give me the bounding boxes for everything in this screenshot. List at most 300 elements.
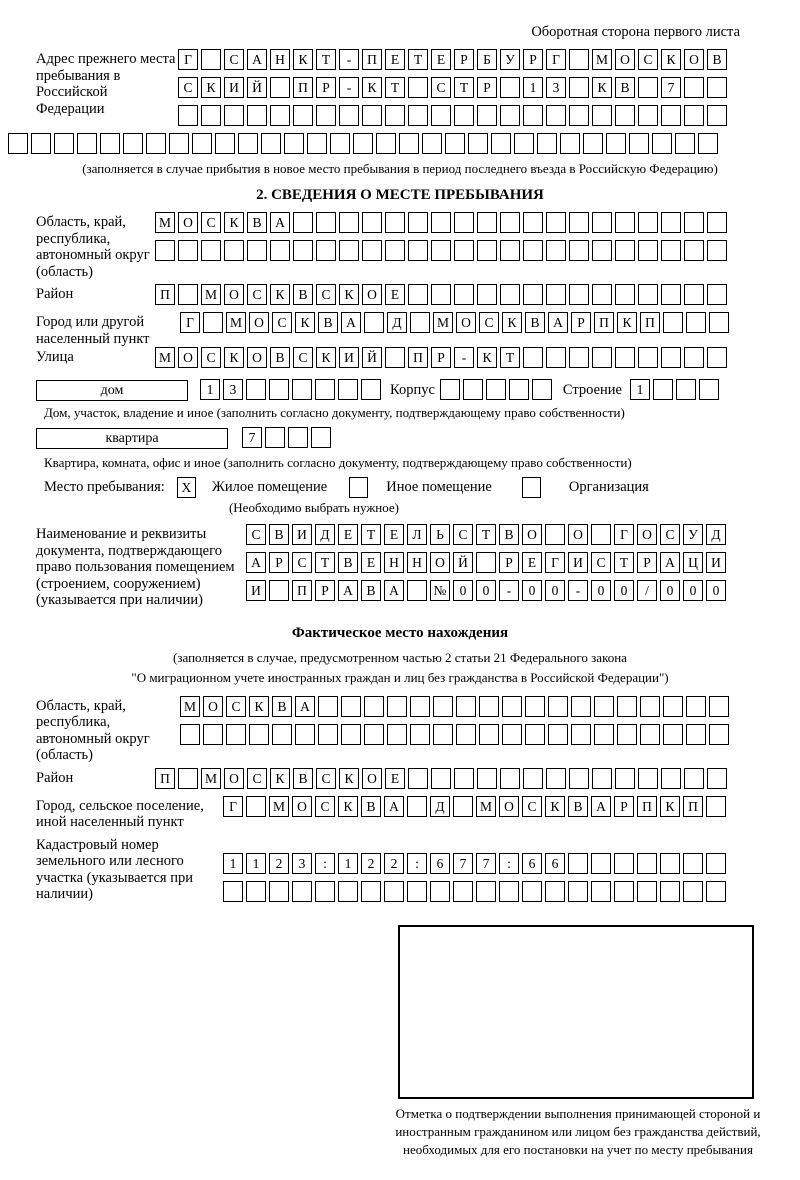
char-cell[interactable]: С [660, 524, 680, 545]
char-cell[interactable] [201, 105, 221, 126]
char-cell[interactable]: А [660, 552, 680, 573]
char-cell[interactable] [315, 379, 335, 400]
char-cell[interactable]: С [316, 284, 336, 305]
char-cell[interactable] [546, 347, 566, 368]
char-cell[interactable]: С [638, 49, 658, 70]
char-cell[interactable] [270, 105, 290, 126]
char-cell[interactable]: Р [523, 49, 543, 70]
char-cell[interactable] [223, 881, 243, 902]
char-cell[interactable] [684, 347, 704, 368]
char-cell[interactable]: Д [315, 524, 335, 545]
char-cell[interactable]: Й [247, 77, 267, 98]
char-cell[interactable] [683, 853, 703, 874]
char-cell[interactable]: Г [545, 552, 565, 573]
char-cell[interactable] [203, 312, 223, 333]
char-cell[interactable]: С [226, 696, 246, 717]
char-cell[interactable] [295, 724, 315, 745]
char-cell[interactable]: О [178, 212, 198, 233]
residential-checkbox[interactable]: X [177, 477, 196, 498]
char-cell[interactable] [699, 379, 719, 400]
char-cell[interactable] [684, 212, 704, 233]
char-cell[interactable] [316, 105, 336, 126]
char-cell[interactable] [77, 133, 97, 154]
char-cell[interactable] [592, 212, 612, 233]
char-cell[interactable]: И [224, 77, 244, 98]
char-cell[interactable]: Н [270, 49, 290, 70]
char-cell[interactable]: О [249, 312, 269, 333]
char-cell[interactable] [683, 881, 703, 902]
char-cell[interactable] [408, 212, 428, 233]
char-cell[interactable]: А [270, 212, 290, 233]
char-cell[interactable]: Е [431, 49, 451, 70]
char-cell[interactable] [523, 212, 543, 233]
char-cell[interactable]: М [201, 768, 221, 789]
char-cell[interactable] [661, 768, 681, 789]
char-cell[interactable] [433, 724, 453, 745]
char-cell[interactable]: К [270, 768, 290, 789]
char-cell[interactable]: Р [477, 77, 497, 98]
char-cell[interactable]: О [224, 284, 244, 305]
char-cell[interactable]: А [246, 552, 266, 573]
char-cell[interactable] [537, 133, 557, 154]
char-cell[interactable] [479, 724, 499, 745]
char-cell[interactable] [709, 724, 729, 745]
char-cell[interactable]: С [522, 796, 542, 817]
char-cell[interactable] [341, 696, 361, 717]
char-cell[interactable]: К [224, 212, 244, 233]
char-cell[interactable] [269, 881, 289, 902]
char-cell[interactable] [707, 768, 727, 789]
char-cell[interactable]: В [361, 580, 381, 601]
char-cell[interactable] [663, 724, 683, 745]
char-cell[interactable] [661, 240, 681, 261]
char-cell[interactable]: П [408, 347, 428, 368]
char-cell[interactable] [637, 881, 657, 902]
char-cell[interactable] [591, 881, 611, 902]
char-cell[interactable]: И [292, 524, 312, 545]
char-cell[interactable]: Н [407, 552, 427, 573]
char-cell[interactable]: 6 [430, 853, 450, 874]
char-cell[interactable] [500, 212, 520, 233]
char-cell[interactable] [707, 77, 727, 98]
char-cell[interactable]: А [295, 696, 315, 717]
char-cell[interactable]: В [525, 312, 545, 333]
char-cell[interactable] [311, 427, 331, 448]
char-cell[interactable]: С [479, 312, 499, 333]
char-cell[interactable] [615, 347, 635, 368]
char-cell[interactable] [293, 212, 313, 233]
char-cell[interactable] [408, 105, 428, 126]
char-cell[interactable] [686, 724, 706, 745]
char-cell[interactable] [364, 312, 384, 333]
char-cell[interactable]: С [292, 552, 312, 573]
char-cell[interactable] [568, 881, 588, 902]
char-cell[interactable] [192, 133, 212, 154]
char-cell[interactable] [592, 768, 612, 789]
char-cell[interactable] [675, 133, 695, 154]
char-cell[interactable]: Р [614, 796, 634, 817]
char-cell[interactable] [638, 347, 658, 368]
char-cell[interactable] [246, 379, 266, 400]
char-cell[interactable] [606, 133, 626, 154]
char-cell[interactable] [224, 105, 244, 126]
char-cell[interactable] [353, 133, 373, 154]
char-cell[interactable]: 0 [476, 580, 496, 601]
char-cell[interactable] [592, 284, 612, 305]
char-cell[interactable] [652, 133, 672, 154]
char-cell[interactable] [408, 77, 428, 98]
char-cell[interactable]: О [362, 284, 382, 305]
char-cell[interactable] [454, 284, 474, 305]
char-cell[interactable]: М [201, 284, 221, 305]
char-cell[interactable] [660, 881, 680, 902]
char-cell[interactable]: П [637, 796, 657, 817]
char-cell[interactable] [514, 133, 534, 154]
char-cell[interactable] [546, 768, 566, 789]
char-cell[interactable]: О [456, 312, 476, 333]
other-premises-checkbox[interactable] [349, 477, 368, 498]
char-cell[interactable] [638, 768, 658, 789]
char-cell[interactable]: Г [178, 49, 198, 70]
char-cell[interactable] [548, 696, 568, 717]
char-cell[interactable] [476, 881, 496, 902]
char-cell[interactable] [362, 212, 382, 233]
char-cell[interactable] [315, 881, 335, 902]
char-cell[interactable]: И [568, 552, 588, 573]
char-cell[interactable]: 0 [522, 580, 542, 601]
char-cell[interactable] [292, 379, 312, 400]
char-cell[interactable]: В [270, 347, 290, 368]
char-cell[interactable] [640, 724, 660, 745]
char-cell[interactable] [247, 240, 267, 261]
char-cell[interactable]: М [476, 796, 496, 817]
char-cell[interactable]: 2 [361, 853, 381, 874]
char-cell[interactable]: К [617, 312, 637, 333]
char-cell[interactable] [546, 105, 566, 126]
char-cell[interactable] [178, 105, 198, 126]
char-cell[interactable] [410, 696, 430, 717]
char-cell[interactable]: К [338, 796, 358, 817]
char-cell[interactable] [569, 347, 589, 368]
char-cell[interactable]: О [499, 796, 519, 817]
char-cell[interactable] [546, 212, 566, 233]
char-cell[interactable] [410, 312, 430, 333]
char-cell[interactable] [431, 105, 451, 126]
char-cell[interactable]: А [247, 49, 267, 70]
char-cell[interactable] [502, 724, 522, 745]
char-cell[interactable]: Д [430, 796, 450, 817]
char-cell[interactable]: К [249, 696, 269, 717]
char-cell[interactable] [269, 379, 289, 400]
char-cell[interactable] [292, 881, 312, 902]
char-cell[interactable]: С [316, 768, 336, 789]
char-cell[interactable] [629, 133, 649, 154]
char-cell[interactable]: 1 [246, 853, 266, 874]
char-cell[interactable] [261, 133, 281, 154]
char-cell[interactable] [638, 284, 658, 305]
char-cell[interactable]: Т [476, 524, 496, 545]
char-cell[interactable] [684, 77, 704, 98]
char-cell[interactable]: Р [637, 552, 657, 573]
char-cell[interactable]: М [226, 312, 246, 333]
char-cell[interactable] [546, 284, 566, 305]
char-cell[interactable]: М [592, 49, 612, 70]
char-cell[interactable] [238, 133, 258, 154]
char-cell[interactable] [660, 853, 680, 874]
char-cell[interactable] [525, 724, 545, 745]
char-cell[interactable] [548, 724, 568, 745]
char-cell[interactable]: - [499, 580, 519, 601]
char-cell[interactable] [440, 379, 460, 400]
char-cell[interactable] [169, 133, 189, 154]
char-cell[interactable]: К [661, 49, 681, 70]
char-cell[interactable]: В [338, 552, 358, 573]
char-cell[interactable] [422, 133, 442, 154]
char-cell[interactable]: К [339, 768, 359, 789]
char-cell[interactable]: К [660, 796, 680, 817]
char-cell[interactable]: Р [431, 347, 451, 368]
char-cell[interactable]: К [545, 796, 565, 817]
char-cell[interactable] [385, 105, 405, 126]
char-cell[interactable]: - [454, 347, 474, 368]
char-cell[interactable] [546, 240, 566, 261]
char-cell[interactable] [476, 552, 496, 573]
char-cell[interactable] [523, 768, 543, 789]
char-cell[interactable] [569, 212, 589, 233]
char-cell[interactable]: Р [269, 552, 289, 573]
char-cell[interactable]: М [180, 696, 200, 717]
char-cell[interactable] [614, 853, 634, 874]
char-cell[interactable]: А [338, 580, 358, 601]
char-cell[interactable] [707, 212, 727, 233]
char-cell[interactable] [270, 77, 290, 98]
char-cell[interactable] [653, 379, 673, 400]
char-cell[interactable]: У [683, 524, 703, 545]
char-cell[interactable]: Т [315, 552, 335, 573]
char-cell[interactable]: 7 [476, 853, 496, 874]
char-cell[interactable] [686, 312, 706, 333]
char-cell[interactable] [155, 240, 175, 261]
char-cell[interactable] [617, 696, 637, 717]
char-cell[interactable]: Е [385, 49, 405, 70]
char-cell[interactable] [640, 696, 660, 717]
char-cell[interactable] [265, 427, 285, 448]
char-cell[interactable] [686, 696, 706, 717]
char-cell[interactable] [491, 133, 511, 154]
char-cell[interactable] [362, 105, 382, 126]
char-cell[interactable] [707, 105, 727, 126]
char-cell[interactable]: 2 [269, 853, 289, 874]
char-cell[interactable]: 6 [522, 853, 542, 874]
char-cell[interactable]: С [247, 284, 267, 305]
char-cell[interactable] [431, 284, 451, 305]
char-cell[interactable] [591, 853, 611, 874]
char-cell[interactable]: А [548, 312, 568, 333]
char-cell[interactable]: Т [408, 49, 428, 70]
char-cell[interactable] [338, 379, 358, 400]
char-cell[interactable]: В [318, 312, 338, 333]
char-cell[interactable] [638, 105, 658, 126]
char-cell[interactable] [123, 133, 143, 154]
char-cell[interactable]: Р [571, 312, 591, 333]
char-cell[interactable]: М [269, 796, 289, 817]
char-cell[interactable]: О [247, 347, 267, 368]
char-cell[interactable]: У [500, 49, 520, 70]
char-cell[interactable] [307, 133, 327, 154]
char-cell[interactable] [592, 105, 612, 126]
char-cell[interactable] [178, 768, 198, 789]
char-cell[interactable]: И [706, 552, 726, 573]
char-cell[interactable]: С [272, 312, 292, 333]
char-cell[interactable] [617, 724, 637, 745]
char-cell[interactable] [615, 212, 635, 233]
char-cell[interactable] [284, 133, 304, 154]
char-cell[interactable] [201, 240, 221, 261]
char-cell[interactable]: 0 [706, 580, 726, 601]
char-cell[interactable] [410, 724, 430, 745]
char-cell[interactable]: К [270, 284, 290, 305]
char-cell[interactable]: К [293, 49, 313, 70]
char-cell[interactable]: Р [454, 49, 474, 70]
char-cell[interactable] [502, 696, 522, 717]
char-cell[interactable]: В [269, 524, 289, 545]
char-cell[interactable] [594, 724, 614, 745]
char-cell[interactable] [431, 768, 451, 789]
char-cell[interactable] [270, 240, 290, 261]
char-cell[interactable]: О [203, 696, 223, 717]
char-cell[interactable] [477, 284, 497, 305]
char-cell[interactable]: П [640, 312, 660, 333]
char-cell[interactable]: Т [361, 524, 381, 545]
char-cell[interactable] [709, 312, 729, 333]
char-cell[interactable]: О [568, 524, 588, 545]
char-cell[interactable] [385, 212, 405, 233]
char-cell[interactable] [272, 724, 292, 745]
char-cell[interactable] [486, 379, 506, 400]
char-cell[interactable]: 1 [523, 77, 543, 98]
char-cell[interactable] [500, 105, 520, 126]
char-cell[interactable] [339, 240, 359, 261]
char-cell[interactable] [361, 881, 381, 902]
char-cell[interactable] [203, 724, 223, 745]
char-cell[interactable]: Т [385, 77, 405, 98]
char-cell[interactable] [706, 853, 726, 874]
char-cell[interactable]: Б [477, 49, 497, 70]
char-cell[interactable]: С [247, 768, 267, 789]
char-cell[interactable]: С [178, 77, 198, 98]
char-cell[interactable]: В [293, 768, 313, 789]
char-cell[interactable]: Т [614, 552, 634, 573]
char-cell[interactable] [615, 240, 635, 261]
char-cell[interactable]: Г [223, 796, 243, 817]
char-cell[interactable]: П [155, 768, 175, 789]
char-cell[interactable]: С [431, 77, 451, 98]
char-cell[interactable] [364, 696, 384, 717]
char-cell[interactable]: К [316, 347, 336, 368]
char-cell[interactable] [249, 724, 269, 745]
char-cell[interactable]: / [637, 580, 657, 601]
char-cell[interactable]: Е [385, 284, 405, 305]
char-cell[interactable] [661, 347, 681, 368]
char-cell[interactable]: С [591, 552, 611, 573]
char-cell[interactable] [615, 105, 635, 126]
char-cell[interactable]: Е [384, 524, 404, 545]
char-cell[interactable]: И [339, 347, 359, 368]
char-cell[interactable]: К [295, 312, 315, 333]
char-cell[interactable] [707, 347, 727, 368]
char-cell[interactable]: П [362, 49, 382, 70]
char-cell[interactable] [339, 212, 359, 233]
char-cell[interactable] [684, 240, 704, 261]
char-cell[interactable] [477, 105, 497, 126]
char-cell[interactable]: О [522, 524, 542, 545]
char-cell[interactable] [569, 105, 589, 126]
char-cell[interactable] [637, 853, 657, 874]
char-cell[interactable]: 1 [630, 379, 650, 400]
char-cell[interactable]: 0 [453, 580, 473, 601]
char-cell[interactable] [522, 881, 542, 902]
char-cell[interactable] [453, 796, 473, 817]
char-cell[interactable] [408, 284, 428, 305]
char-cell[interactable]: 0 [614, 580, 634, 601]
char-cell[interactable] [226, 724, 246, 745]
char-cell[interactable] [364, 724, 384, 745]
char-cell[interactable] [477, 768, 497, 789]
char-cell[interactable] [525, 696, 545, 717]
char-cell[interactable]: Д [706, 524, 726, 545]
char-cell[interactable]: О [637, 524, 657, 545]
char-cell[interactable] [661, 284, 681, 305]
char-cell[interactable] [615, 768, 635, 789]
char-cell[interactable]: О [224, 768, 244, 789]
char-cell[interactable]: С [224, 49, 244, 70]
char-cell[interactable]: Е [361, 552, 381, 573]
char-cell[interactable] [330, 133, 350, 154]
char-cell[interactable] [545, 524, 565, 545]
char-cell[interactable]: Д [387, 312, 407, 333]
char-cell[interactable]: А [384, 580, 404, 601]
char-cell[interactable]: В [615, 77, 635, 98]
char-cell[interactable] [532, 379, 552, 400]
char-cell[interactable]: П [683, 796, 703, 817]
char-cell[interactable]: 7 [242, 427, 262, 448]
char-cell[interactable]: Т [500, 347, 520, 368]
char-cell[interactable] [479, 696, 499, 717]
char-cell[interactable] [592, 240, 612, 261]
char-cell[interactable]: 0 [683, 580, 703, 601]
char-cell[interactable] [615, 284, 635, 305]
char-cell[interactable]: К [592, 77, 612, 98]
char-cell[interactable] [477, 240, 497, 261]
char-cell[interactable] [569, 240, 589, 261]
char-cell[interactable] [316, 240, 336, 261]
char-cell[interactable]: 1 [338, 853, 358, 874]
char-cell[interactable]: К [502, 312, 522, 333]
char-cell[interactable] [663, 696, 683, 717]
char-cell[interactable] [8, 133, 28, 154]
char-cell[interactable] [318, 696, 338, 717]
char-cell[interactable]: В [707, 49, 727, 70]
char-cell[interactable] [571, 696, 591, 717]
char-cell[interactable] [246, 881, 266, 902]
char-cell[interactable] [706, 881, 726, 902]
char-cell[interactable]: В [499, 524, 519, 545]
char-cell[interactable] [569, 284, 589, 305]
char-cell[interactable] [509, 379, 529, 400]
char-cell[interactable]: Р [315, 580, 335, 601]
char-cell[interactable] [100, 133, 120, 154]
char-cell[interactable] [523, 347, 543, 368]
